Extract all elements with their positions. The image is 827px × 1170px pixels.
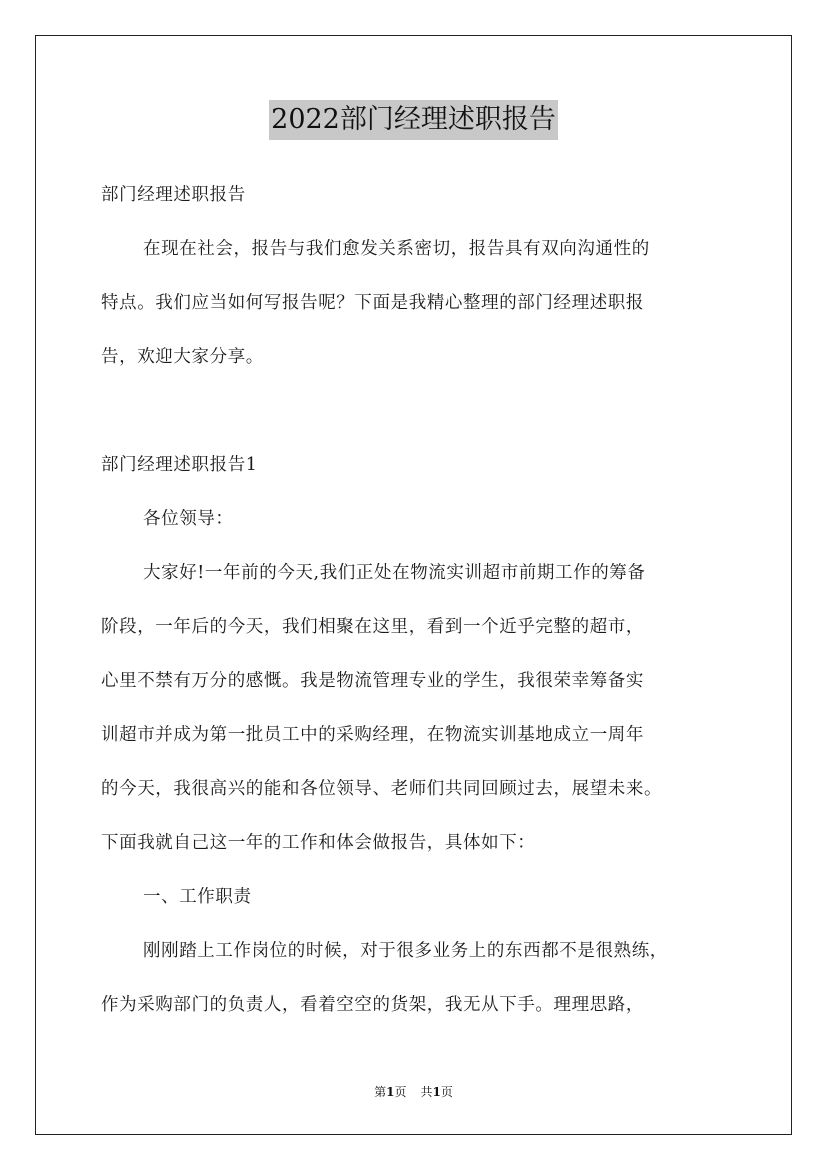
body-line-1: 大家好!一年前的今天,我们正处在物流实训超市前期工作的筹备 — [143, 563, 646, 583]
body-line-3: 心里不禁有万分的感慨。我是物流管理专业的学生，我很荣幸筹备实 — [101, 671, 644, 691]
page-suffix: 页 — [394, 1085, 407, 1099]
blank-gap — [101, 384, 729, 438]
body-line-4: 训超市并成为第一批员工中的采购经理，在物流实训基地成立一周年 — [101, 725, 644, 745]
intro-line-1: 在现在社会，报告与我们愈发关系密切，报告具有双向沟通性的 — [143, 239, 650, 259]
body-line-2: 阶段，一年后的今天，我们相聚在这里，看到一个近乎完整的超市， — [101, 617, 644, 637]
document-title: 2022部门经理述职报告 — [269, 100, 558, 140]
title-container — [0, 100, 827, 140]
total-prefix: 共 — [420, 1085, 433, 1099]
total-pages: 1 — [432, 1085, 441, 1099]
page-footer — [0, 1083, 827, 1101]
document-body — [101, 168, 729, 1032]
section-heading: 部门经理述职报告 — [101, 185, 246, 205]
intro-line-2: 特点。我们应当如何写报告呢？下面是我精心整理的部门经理述职报 — [101, 293, 644, 313]
page-number: 1 — [386, 1085, 395, 1099]
subsection-heading: 一、工作职责 — [143, 887, 252, 907]
salutation: 各位领导： — [143, 509, 234, 529]
report-heading: 部门经理述职报告1 — [101, 455, 258, 475]
intro-line-3: 告，欢迎大家分享。 — [101, 347, 264, 367]
body-line-8: 作为采购部门的负责人，看着空空的货架，我无从下手。理理思路， — [101, 995, 644, 1015]
total-suffix: 页 — [440, 1085, 453, 1099]
body-line-6: 下面我就自己这一年的工作和体会做报告，具体如下： — [101, 833, 536, 853]
page-prefix: 第 — [374, 1085, 387, 1099]
body-line-5: 的今天，我很高兴的能和各位领导、老师们共同回顾过去，展望未来。 — [101, 779, 663, 799]
body-line-7: 刚刚踏上工作岗位的时候，对于很多业务上的东西都不是很熟练， — [143, 941, 668, 961]
